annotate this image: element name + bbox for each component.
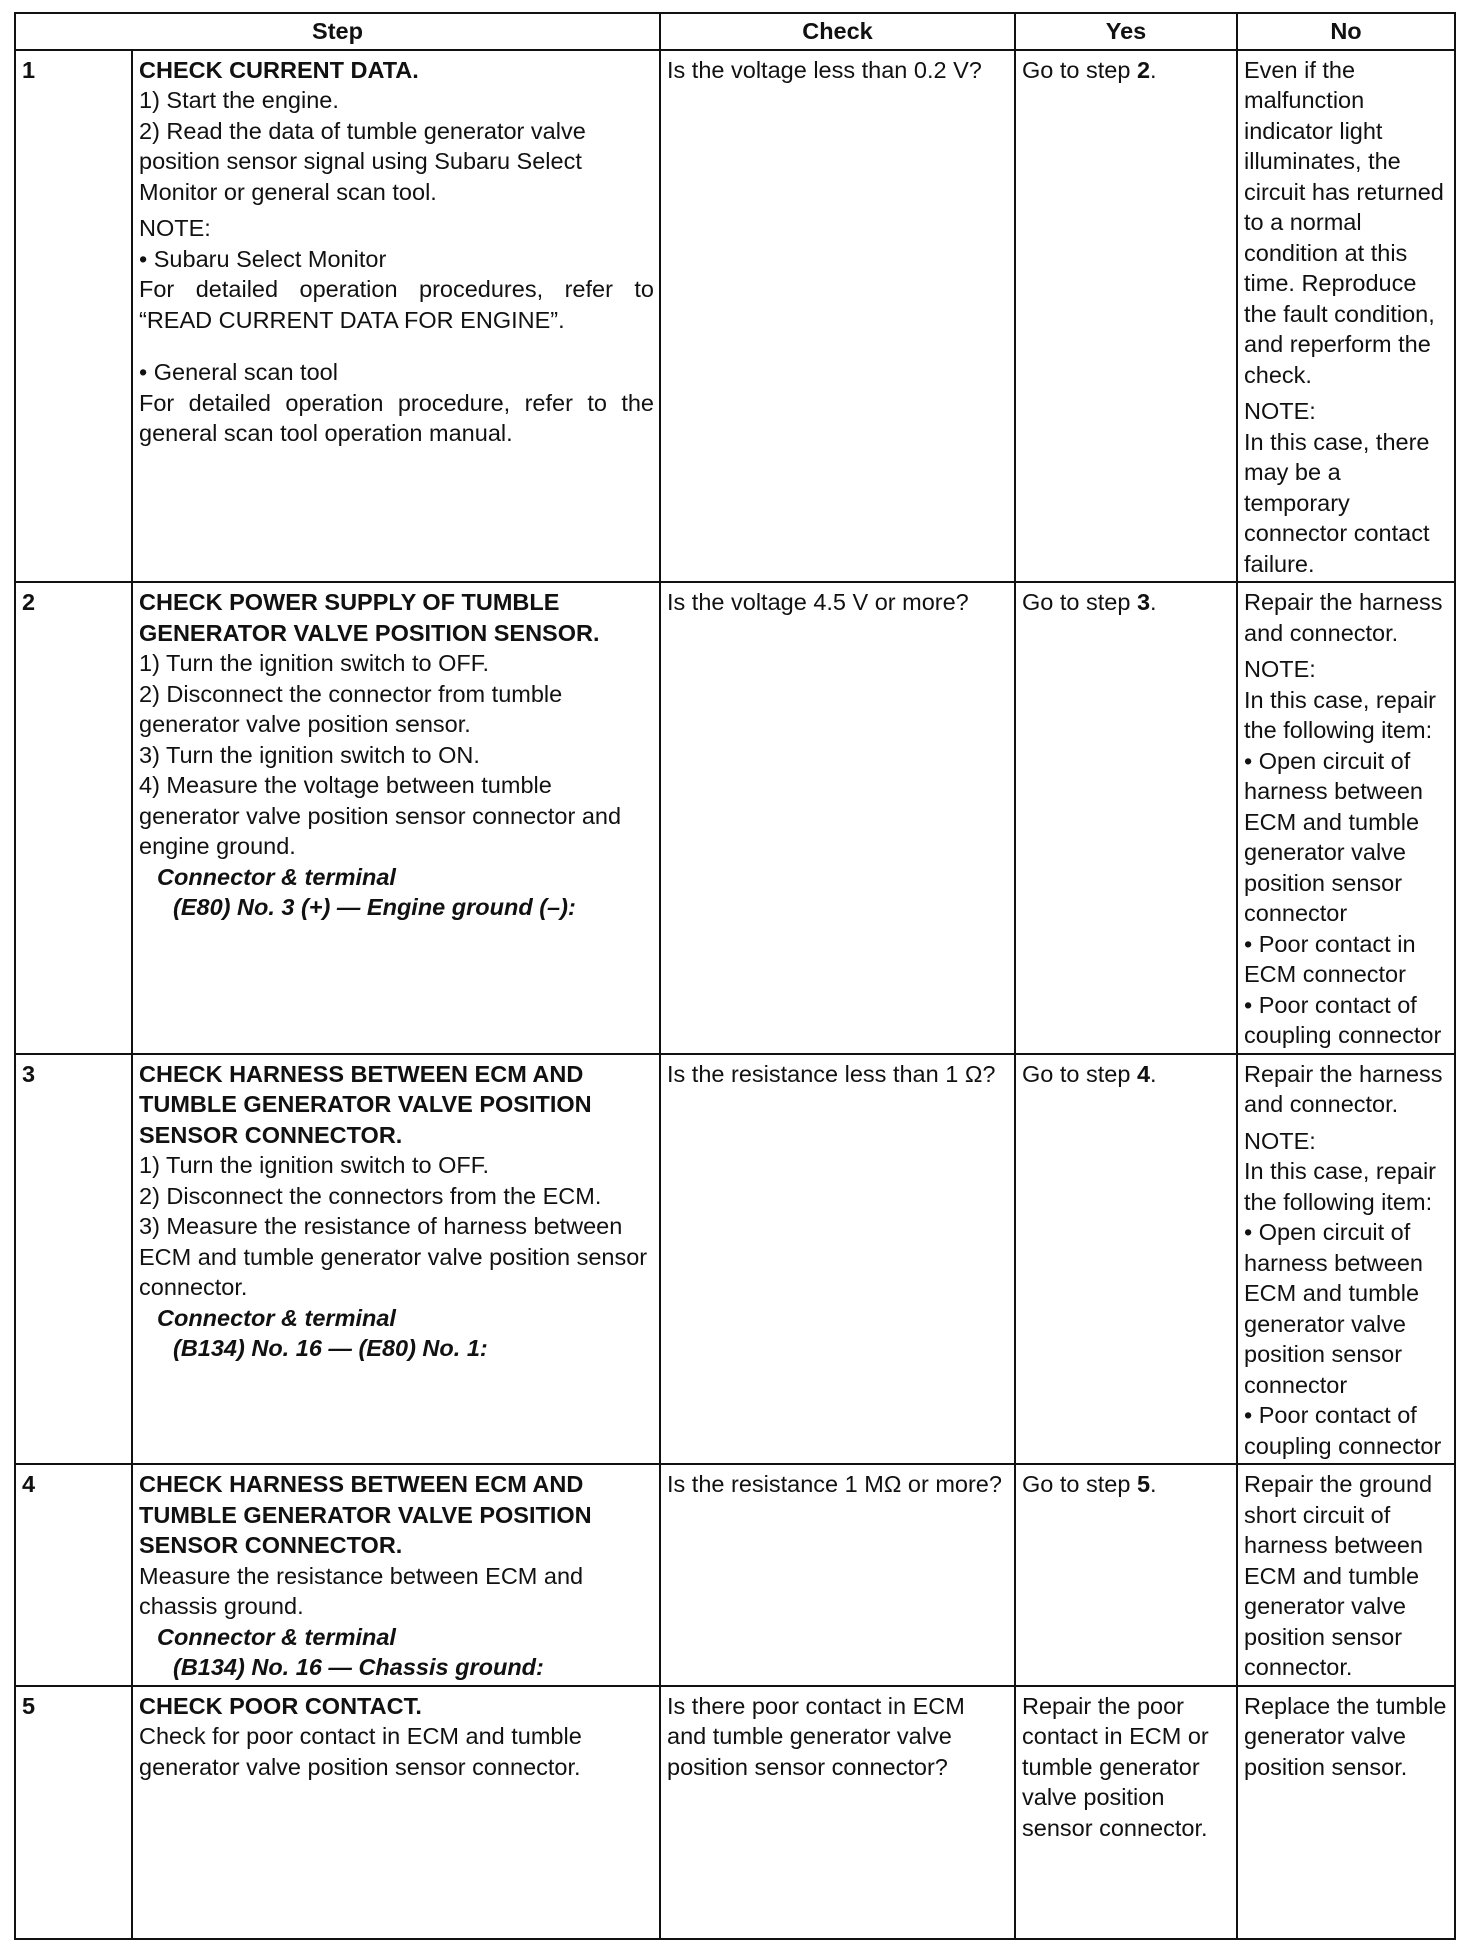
step-description [132, 1686, 660, 1939]
table-row [15, 582, 1455, 1054]
yes-action: Repair the poor contact in ECM or tumble generator valve position sensor connector. [1015, 1686, 1237, 1939]
table-row [15, 1054, 1455, 1465]
step-line: 1) Turn the ignition switch to OFF. [139, 1152, 490, 1178]
no-action [1237, 1686, 1455, 1939]
no-item: • Open circuit of harness between ECM and tumble generator valve position sensor connector [1244, 1219, 1423, 1398]
step-line: Measure the resistance between ECM and chassis ground. [139, 1562, 584, 1619]
no-text: Even if the malfunction indicator light illuminates, the circuit has returned to a normal condition at this time. Reproduce the fault condition, and reperform the check. [1244, 56, 1444, 388]
no-note-text: In this case, there may be a temporary connector contact failure. [1244, 428, 1430, 577]
no-action [1237, 582, 1455, 1054]
step-description [132, 582, 660, 1054]
yes-action: Go to step 2. [1015, 50, 1237, 583]
no-note-text: In this case, repair the following item: [1244, 1158, 1437, 1215]
step-bullet-text: For detailed operation procedures, refer to “READ CURRENT DATA FOR ENGINE”. [139, 276, 654, 333]
header-step: Step [15, 13, 660, 50]
step-number: 5 [15, 1686, 132, 1939]
step-line: Check for poor contact in ECM and tumble generator valve position sensor connector. [139, 1723, 582, 1780]
connector-terminal-label: Connector & terminal [157, 863, 396, 890]
no-item: • Poor contact of coupling connector [1244, 991, 1442, 1048]
step-description [132, 1054, 660, 1465]
step-reference: 3 [1136, 589, 1151, 615]
step-line: 1) Start the engine. [139, 87, 339, 113]
step-title: CHECK POOR CONTACT. [139, 1692, 422, 1719]
no-note-label: NOTE: [1244, 656, 1316, 682]
yes-action: Go to step 5. [1015, 1464, 1237, 1686]
no-note-label: NOTE: [1244, 1127, 1316, 1154]
step-description [132, 1464, 660, 1686]
table-row [15, 50, 1455, 583]
no-text: Replace the tumble generator valve position sensor. [1244, 1692, 1447, 1780]
step-bullet: • General scan tool [139, 359, 338, 385]
step-reference: 2 [1136, 56, 1151, 83]
check-question: Is the voltage less than 0.2 V? [660, 50, 1015, 583]
check-question: Is the voltage 4.5 V or more? [660, 582, 1015, 1054]
step-bullet: • Subaru Select Monitor [139, 245, 387, 272]
step-line: 1) Turn the ignition switch to OFF. [139, 650, 490, 676]
connector-terminal-spec: (E80) No. 3 (+) — Engine ground (–): [173, 894, 576, 920]
step-title: CHECK CURRENT DATA. [139, 56, 419, 83]
header-yes: Yes [1015, 13, 1237, 50]
no-text: Repair the ground short circuit of harness between ECM and tumble generator valve position sensor connector. [1244, 1471, 1433, 1680]
step-line: 2) Read the data of tumble generator valve position sensor signal using Subaru Select Monitor or general scan tool. [139, 117, 586, 205]
step-description [132, 50, 660, 583]
step-line: 2) Disconnect the connectors from the ECM. [139, 1182, 602, 1209]
no-note-label: NOTE: [1244, 398, 1316, 424]
step-number: 1 [15, 50, 132, 583]
step-title: CHECK HARNESS BETWEEN ECM AND TUMBLE GENERATOR VALVE POSITION SENSOR CONNECTOR. [139, 1060, 592, 1148]
connector-terminal-spec: (B134) No. 16 — (E80) No. 1: [173, 1335, 488, 1361]
yes-action: Go to step 3. [1015, 582, 1237, 1054]
connector-terminal-label: Connector & terminal [157, 1304, 396, 1331]
step-bullet-text: For detailed operation procedure, refer to the general scan tool operation manual. [139, 389, 654, 446]
check-question: Is the resistance less than 1 Ω? [660, 1054, 1015, 1465]
check-question: Is the resistance 1 MΩ or more? [660, 1464, 1015, 1686]
no-item: • Poor contact in ECM connector [1244, 930, 1416, 987]
check-question: Is there poor contact in ECM and tumble generator valve position sensor connector? [660, 1686, 1015, 1939]
header-no: No [1237, 13, 1455, 50]
step-line: 3) Measure the resistance of harness between ECM and tumble generator valve position sensor connector. [139, 1213, 648, 1300]
table-row [15, 1464, 1455, 1686]
no-text: Repair the harness and connector. [1244, 1060, 1443, 1117]
no-item: • Poor contact of coupling connector [1244, 1402, 1442, 1459]
no-action [1237, 1464, 1455, 1686]
step-reference: 4 [1136, 1060, 1151, 1087]
step-reference: 5 [1136, 1471, 1151, 1497]
no-note-text: In this case, repair the following item: [1244, 686, 1437, 743]
table-header-row [15, 13, 1455, 50]
step-number: 2 [15, 582, 132, 1054]
step-line: 4) Measure the voltage between tumble generator valve position sensor connector and engine ground. [139, 772, 622, 859]
header-check: Check [660, 13, 1015, 50]
connector-terminal-spec: (B134) No. 16 — Chassis ground: [173, 1654, 544, 1680]
step-note-label: NOTE: [139, 215, 211, 241]
step-line: 3) Turn the ignition switch to ON. [139, 741, 480, 768]
no-action [1237, 1054, 1455, 1465]
step-number: 3 [15, 1054, 132, 1465]
no-item: • Open circuit of harness between ECM and tumble generator valve position sensor connector [1244, 747, 1423, 926]
no-action [1237, 50, 1455, 583]
yes-action: Go to step 4. [1015, 1054, 1237, 1465]
diagnostic-table [14, 12, 1456, 1940]
step-title: CHECK HARNESS BETWEEN ECM AND TUMBLE GENERATOR VALVE POSITION SENSOR CONNECTOR. [139, 1471, 592, 1558]
step-line: 2) Disconnect the connector from tumble generator valve position sensor. [139, 680, 563, 737]
step-title: CHECK POWER SUPPLY OF TUMBLE GENERATOR VALVE POSITION SENSOR. [139, 589, 600, 646]
connector-terminal-label: Connector & terminal [157, 1623, 396, 1650]
no-text: Repair the harness and connector. [1244, 589, 1443, 646]
step-number: 4 [15, 1464, 132, 1686]
table-row [15, 1686, 1455, 1939]
